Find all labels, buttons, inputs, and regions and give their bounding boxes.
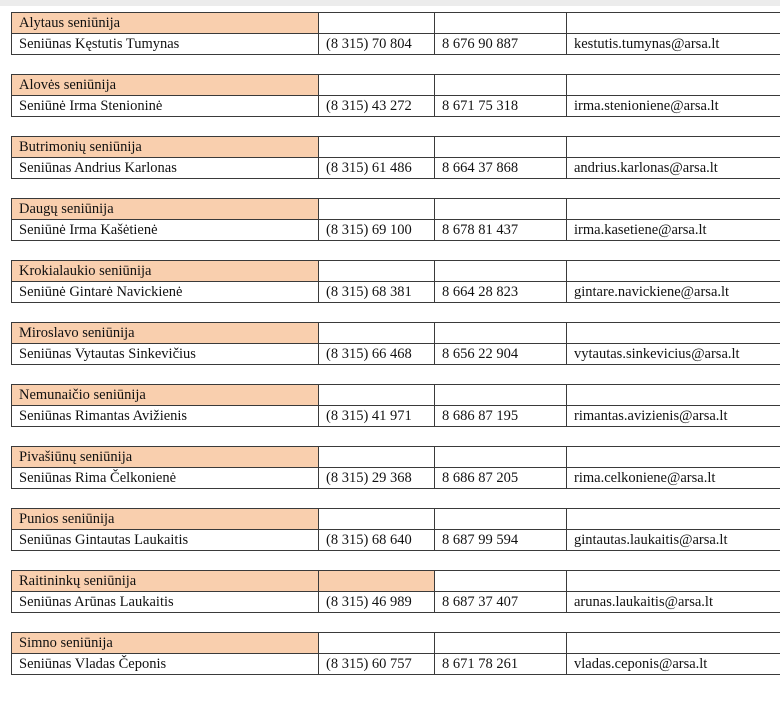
district-name: Alovės seniūnija bbox=[12, 75, 319, 96]
elder-name: Seniūnas Gintautas Laukaitis bbox=[12, 530, 319, 551]
office-phone: (8 315) 69 100 bbox=[319, 220, 435, 241]
mobile-phone: 8 656 22 904 bbox=[435, 344, 567, 365]
header-blank-cell bbox=[435, 13, 567, 34]
contact-detail-row bbox=[12, 530, 780, 551]
header-blank-cell bbox=[567, 385, 780, 406]
elder-name: Seniūnas Vladas Čeponis bbox=[12, 654, 319, 675]
contact-block bbox=[11, 198, 780, 241]
office-phone: (8 315) 60 757 bbox=[319, 654, 435, 675]
mobile-phone: 8 686 87 195 bbox=[435, 406, 567, 427]
email-address[interactable]: andrius.karlonas@arsa.lt bbox=[567, 158, 780, 179]
header-blank-cell bbox=[567, 199, 780, 220]
header-blank-cell bbox=[435, 571, 567, 592]
email-address[interactable]: gintare.navickiene@arsa.lt bbox=[567, 282, 780, 303]
email-address[interactable]: rima.celkoniene@arsa.lt bbox=[567, 468, 780, 489]
header-blank-cell bbox=[319, 13, 435, 34]
header-blank-cell bbox=[319, 75, 435, 96]
contact-detail-row bbox=[12, 654, 780, 675]
contact-block bbox=[11, 260, 780, 303]
office-phone: (8 315) 70 804 bbox=[319, 34, 435, 55]
contact-header-row bbox=[12, 261, 780, 282]
header-blank-cell bbox=[319, 323, 435, 344]
header-blank-cell bbox=[319, 261, 435, 282]
contact-block bbox=[11, 384, 780, 427]
email-address[interactable]: kestutis.tumynas@arsa.lt bbox=[567, 34, 780, 55]
header-blank-cell bbox=[567, 13, 780, 34]
mobile-phone: 8 686 87 205 bbox=[435, 468, 567, 489]
header-blank-cell bbox=[319, 199, 435, 220]
elder-name: Seniūnė Gintarė Navickienė bbox=[12, 282, 319, 303]
email-address[interactable]: irma.kasetiene@arsa.lt bbox=[567, 220, 780, 241]
office-phone: (8 315) 68 640 bbox=[319, 530, 435, 551]
contact-block bbox=[11, 570, 780, 613]
header-blank-cell bbox=[319, 385, 435, 406]
elder-name: Seniūnė Irma Kašėtienė bbox=[12, 220, 319, 241]
contact-block bbox=[11, 136, 780, 179]
mobile-phone: 8 687 99 594 bbox=[435, 530, 567, 551]
mobile-phone: 8 687 37 407 bbox=[435, 592, 567, 613]
header-blank-cell bbox=[435, 323, 567, 344]
email-address[interactable]: rimantas.avizienis@arsa.lt bbox=[567, 406, 780, 427]
district-name: Raitininkų seniūnija bbox=[12, 571, 319, 592]
office-phone: (8 315) 43 272 bbox=[319, 96, 435, 117]
contact-header-row bbox=[12, 13, 780, 34]
elder-name: Seniūnas Kęstutis Tumynas bbox=[12, 34, 319, 55]
contact-detail-row bbox=[12, 468, 780, 489]
contact-block bbox=[11, 322, 780, 365]
elder-name: Seniūnas Andrius Karlonas bbox=[12, 158, 319, 179]
email-address[interactable]: vladas.ceponis@arsa.lt bbox=[567, 654, 780, 675]
header-blank-cell bbox=[319, 509, 435, 530]
elder-name: Seniūnas Vytautas Sinkevičius bbox=[12, 344, 319, 365]
mobile-phone: 8 664 28 823 bbox=[435, 282, 567, 303]
district-name: Daugų seniūnija bbox=[12, 199, 319, 220]
contact-header-row bbox=[12, 323, 780, 344]
elder-name: Seniūnas Arūnas Laukaitis bbox=[12, 592, 319, 613]
header-blank-cell bbox=[567, 323, 780, 344]
header-blank-cell bbox=[567, 447, 780, 468]
header-blank-cell bbox=[435, 633, 567, 654]
contact-header-row bbox=[12, 385, 780, 406]
contact-detail-row bbox=[12, 282, 780, 303]
header-blank-cell bbox=[435, 447, 567, 468]
header-blank-cell bbox=[567, 75, 780, 96]
elder-name: Seniūnas Rimantas Avižienis bbox=[12, 406, 319, 427]
district-name: Butrimonių seniūnija bbox=[12, 137, 319, 158]
contact-header-row bbox=[12, 633, 780, 654]
header-blank-cell bbox=[567, 261, 780, 282]
contact-detail-row bbox=[12, 406, 780, 427]
contact-header-row bbox=[12, 199, 780, 220]
header-blank-cell bbox=[567, 633, 780, 654]
header-blank-cell bbox=[319, 633, 435, 654]
office-phone: (8 315) 46 989 bbox=[319, 592, 435, 613]
elder-name: Seniūnė Irma Stenioninė bbox=[12, 96, 319, 117]
header-blank-cell bbox=[435, 75, 567, 96]
mobile-phone: 8 671 78 261 bbox=[435, 654, 567, 675]
contact-block bbox=[11, 508, 780, 551]
header-blank-cell bbox=[319, 447, 435, 468]
office-phone: (8 315) 41 971 bbox=[319, 406, 435, 427]
header-blank-cell bbox=[435, 261, 567, 282]
header-blank-cell bbox=[435, 137, 567, 158]
contact-detail-row bbox=[12, 158, 780, 179]
email-address[interactable]: vytautas.sinkevicius@arsa.lt bbox=[567, 344, 780, 365]
header-blank-cell bbox=[319, 571, 435, 592]
office-phone: (8 315) 66 468 bbox=[319, 344, 435, 365]
header-blank-cell bbox=[319, 137, 435, 158]
email-address[interactable]: irma.stenioniene@arsa.lt bbox=[567, 96, 780, 117]
contact-header-row bbox=[12, 509, 780, 530]
header-blank-cell bbox=[567, 571, 780, 592]
contact-block bbox=[11, 74, 780, 117]
contact-block bbox=[11, 446, 780, 489]
elder-name: Seniūnas Rima Čelkonienė bbox=[12, 468, 319, 489]
header-blank-cell bbox=[567, 509, 780, 530]
mobile-phone: 8 676 90 887 bbox=[435, 34, 567, 55]
header-blank-cell bbox=[435, 509, 567, 530]
contact-detail-row bbox=[12, 592, 780, 613]
header-blank-cell bbox=[567, 137, 780, 158]
email-address[interactable]: gintautas.laukaitis@arsa.lt bbox=[567, 530, 780, 551]
contact-header-row bbox=[12, 75, 780, 96]
district-name: Alytaus seniūnija bbox=[12, 13, 319, 34]
mobile-phone: 8 678 81 437 bbox=[435, 220, 567, 241]
district-name: Nemunaičio seniūnija bbox=[12, 385, 319, 406]
contact-detail-row bbox=[12, 344, 780, 365]
office-phone: (8 315) 29 368 bbox=[319, 468, 435, 489]
contact-header-row bbox=[12, 447, 780, 468]
mobile-phone: 8 664 37 868 bbox=[435, 158, 567, 179]
top-margin-strip bbox=[0, 0, 780, 6]
district-name: Simno seniūnija bbox=[12, 633, 319, 654]
email-address[interactable]: arunas.laukaitis@arsa.lt bbox=[567, 592, 780, 613]
contact-header-row bbox=[12, 137, 780, 158]
header-blank-cell bbox=[435, 385, 567, 406]
contact-block bbox=[11, 12, 780, 55]
contact-detail-row bbox=[12, 34, 780, 55]
office-phone: (8 315) 68 381 bbox=[319, 282, 435, 303]
mobile-phone: 8 671 75 318 bbox=[435, 96, 567, 117]
district-name: Pivašiūnų seniūnija bbox=[12, 447, 319, 468]
contact-detail-row bbox=[12, 220, 780, 241]
district-name: Krokialaukio seniūnija bbox=[12, 261, 319, 282]
contact-detail-row bbox=[12, 96, 780, 117]
district-name: Miroslavo seniūnija bbox=[12, 323, 319, 344]
contacts-list bbox=[11, 12, 780, 694]
header-blank-cell bbox=[435, 199, 567, 220]
office-phone: (8 315) 61 486 bbox=[319, 158, 435, 179]
contact-header-row bbox=[12, 571, 780, 592]
contact-block bbox=[11, 632, 780, 675]
district-name: Punios seniūnija bbox=[12, 509, 319, 530]
